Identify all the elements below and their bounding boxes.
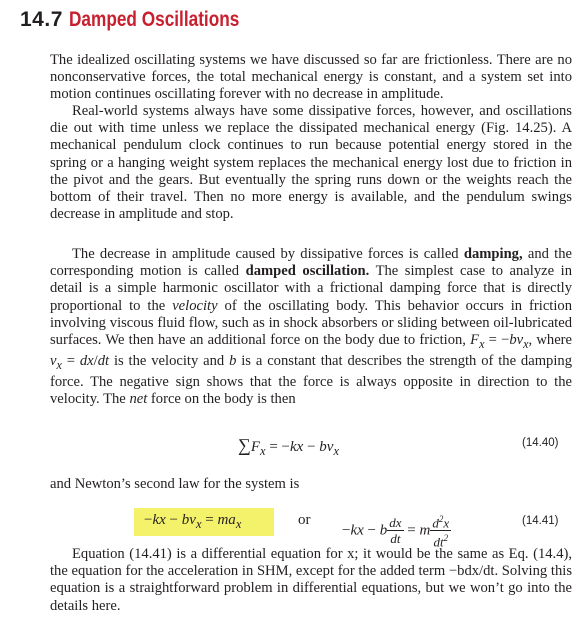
p3-segment: of the oscillating body. This behavior occurs in friction involving viscous fluid flow, such as in shock absorbers or sliding between oil-lubricated surfaces. We then have an additional force on the body due to friction,: [50, 297, 572, 349]
inline-math-b: b: [229, 353, 237, 370]
p3-segment: , where: [528, 332, 573, 349]
paragraph-4-text: and Newton’s second law for the system is: [50, 476, 300, 492]
emphasis-net: net: [129, 391, 148, 408]
p3-segment: is the velocity and: [109, 353, 230, 370]
inline-math-velocity: $v_x = dx/dt$: [50, 353, 110, 373]
paragraph-3: [50, 246, 572, 409]
equation-connector-or: or: [298, 512, 311, 528]
paragraph-5-text: Equation (14.41) is a differential equation for x; it would be the same as Eq. (14.4), the equation for the acceleration in SHM, except for the added term −bdx/dt. Solving this equation is a straightforward problem in differential equations, but we won’t go into the details here.: [50, 546, 572, 614]
equation-14-41-first-form: $-kx - bv_x = ma_x$: [144, 512, 242, 531]
equation-14-40: $\sum F_x = -kx - bv_x$: [238, 435, 340, 458]
p3-segment: The simplest case to analyze in detail is a simple harmonic oscillator with a frictional damping force that is directly proportional to the: [50, 263, 572, 314]
p3-segment: The decrease in amplitude caused by dissipative forces is called: [72, 246, 464, 262]
equation-number-14-41: (14.41): [522, 515, 559, 527]
paragraph-2: [50, 103, 572, 223]
equation-number-14-40: (14.40): [522, 437, 559, 449]
paragraph-5: [50, 546, 572, 615]
p3-segment: and the corresponding motion is called: [50, 246, 572, 280]
section-heading: [20, 8, 277, 38]
paragraph-1: [50, 52, 572, 104]
paragraph-2-text: Real-world systems always have some dissipative forces, however, and oscillations die out with time unless we replace the dissipated mechanical energy (Fig. 14.25). A mechanical pendulum clock continues to run because potential energy stored in the spring or a hanging weight system replaces the mechanical energy lost due to friction in the pivot and the gears. But eventually the spring runs down or the weights reach the bottom of their travel. Then no more energy is available, and the pendulum swings decrease in amplitude and stop.: [50, 103, 572, 223]
paragraph-4: [50, 476, 572, 493]
inline-math-friction-force: $F_x = -bv_x$: [470, 332, 529, 351]
section-number: 14.7: [20, 8, 63, 31]
equation-14-41-second-form: −kx − b $\frac{dx}{dt}$ = m $\frac{d^2x}{dt^2}$: [342, 514, 450, 550]
section-title: Damped Oscillations: [68, 8, 240, 31]
term-damped-oscillation: damped oscillation.: [245, 263, 370, 280]
p3-segment: force on the body is then: [147, 391, 296, 408]
term-damping: damping,: [463, 246, 523, 262]
p3-segment: is a constant that describes the strength of the damping force. The negative sign shows that the force is always opposite in direction to the velocity. The: [50, 353, 573, 408]
paragraph-3-text: [50, 246, 572, 409]
paragraph-1-text: The idealized oscillating systems we have discussed so far are frictionless. There are no nonconservative forces, the total mechanical energy is constant, and a system set into motion continues oscillating forever with no decrease in amplitude.: [50, 52, 572, 103]
emphasis-velocity: velocity: [172, 297, 218, 314]
